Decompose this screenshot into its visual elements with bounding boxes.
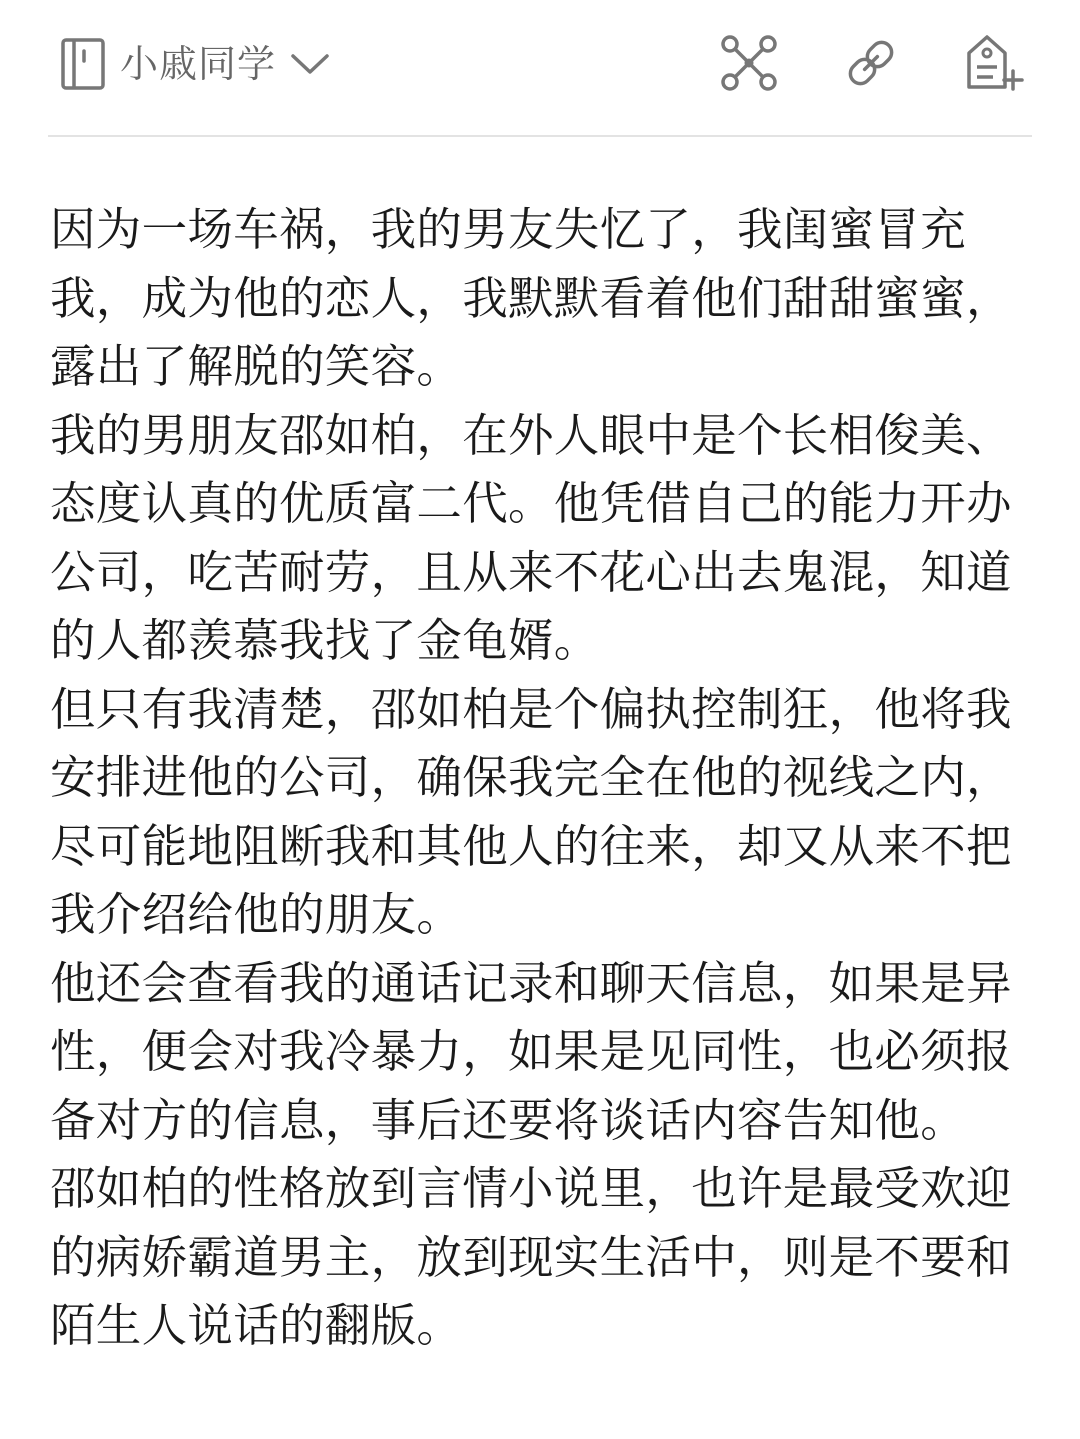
paragraph-5: 邵如柏的性格放到言情小说里，也许是最受欢迎的病娇霸道男主，放到现实生活中，则是不要和陌生人说话的翻版。	[50, 1162, 1012, 1352]
paragraph-4: 他还会查看我的通话记录和聊天信息，如果是异性，便会对我冷暴力，如果是见同性，也必须报备对方的信息，事后还要将谈话内容告知他。	[50, 956, 1012, 1147]
add-tag-icon	[963, 33, 1025, 97]
link-icon	[842, 34, 900, 96]
mind-map-button[interactable]	[718, 34, 780, 96]
paragraph-2: 我的男朋友邵如柏，在外人眼中是个长相俊美、态度认真的优质富二代。他凭借自己的能力开办公司，吃苦耐劳，且从来不花心出去鬼混，知道的人都羡慕我找了金龟婿。	[50, 408, 1012, 667]
notebook-selector[interactable]	[60, 36, 330, 92]
notebook-icon	[60, 37, 106, 91]
add-tag-button[interactable]	[963, 34, 1025, 96]
paragraph-1: 因为一场车祸，我的男友失忆了，我闺蜜冒充我，成为他的恋人，我默默看着他们甜甜蜜蜜，露出了解脱的笑容。	[50, 203, 1012, 393]
paragraph-3: 但只有我清楚，邵如柏是个偏执控制狂，他将我安排进他的公司，确保我完全在他的视线之内，尽可能地阻断我和其他人的往来，却又从来不把我介绍给他的朋友。	[50, 682, 1012, 941]
note-body[interactable]	[50, 196, 1015, 1361]
link-button[interactable]	[840, 34, 902, 96]
mind-map-icon	[719, 33, 779, 97]
chevron-down-icon[interactable]	[290, 52, 330, 76]
top-toolbar	[0, 0, 1080, 136]
header-divider	[48, 135, 1032, 137]
notebook-name: 小戚同学	[120, 42, 277, 86]
